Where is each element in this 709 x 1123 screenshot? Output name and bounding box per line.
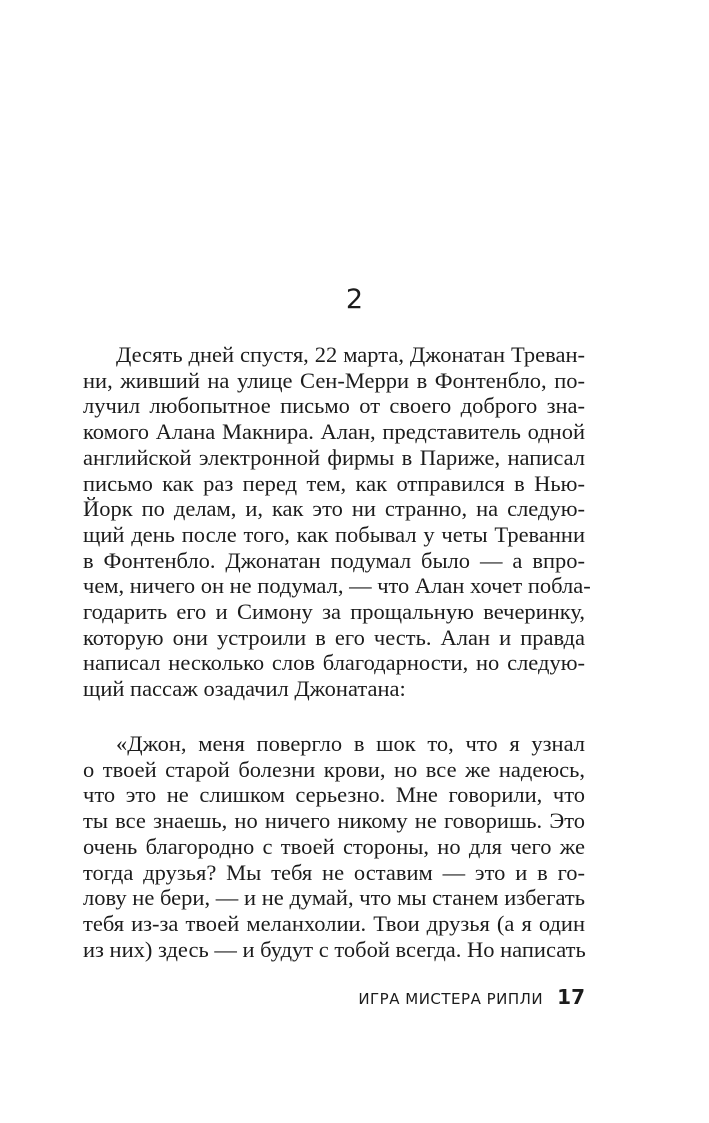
text-line: написал несколько слов благодарности, но следую- bbox=[83, 650, 585, 676]
text-line: что это не слишком серьезно. Мне говорили, что bbox=[83, 782, 585, 808]
text-line: щий пассаж озадачил Джонатана: bbox=[83, 676, 406, 702]
text-line: из них) здесь — и будут с тобой всегда. Но написать bbox=[83, 936, 586, 962]
text-line: Йорк по делам, и, как это ни странно, на следую- bbox=[83, 496, 585, 522]
text-line: ни, живший на улице Сен-Мерри в Фонтенбло, по- bbox=[83, 367, 585, 393]
book-title: ИГРА МИСТЕРА РИПЛИ bbox=[358, 990, 544, 1008]
text-line: очень благородно с твоей стороны, но для чего же bbox=[83, 833, 585, 859]
text-line: Десять дней спустя, 22 марта, Джонатан Треван- bbox=[116, 342, 585, 367]
text-line: в Фонтенбло. Джонатан подумал было — а впро- bbox=[83, 547, 585, 573]
paragraph-2-letter-quote bbox=[83, 731, 585, 962]
text-line: комого Алана Макнира. Алан, представитель одной bbox=[83, 419, 585, 445]
text-line: письмо как раз перед тем, как отправился в Нью- bbox=[83, 470, 585, 496]
paragraph-1 bbox=[83, 342, 591, 702]
running-footer bbox=[358, 985, 585, 1009]
text-line: щий день после того, как побывал у четы Треванни bbox=[83, 521, 585, 547]
text-line: тебя из-за твоей меланхолии. Твои друзья (а я один bbox=[83, 910, 585, 936]
text-line: ты все знаешь, но ничего никому не говоришь. Это bbox=[83, 808, 585, 834]
text-line: лову не бери, — и не думай, что мы станем избегать bbox=[83, 885, 585, 911]
text-line: лучил любопытное письмо от своего доброго зна- bbox=[83, 393, 585, 419]
text-line: о твоей старой болезни крови, но все же надеюсь, bbox=[83, 756, 585, 782]
page-number: 17 bbox=[557, 985, 585, 1009]
text-line: тогда друзья? Мы тебя не оставим — это и в го- bbox=[83, 859, 585, 885]
text-line: которую они устроили в его честь. Алан и правда bbox=[83, 624, 585, 650]
text-line: чем, ничего он не подумал, — что Алан хочет побла- bbox=[83, 573, 591, 599]
text-line: «Джон, меня повергло в шок то, что я узнал bbox=[116, 731, 585, 756]
chapter-number: 2 bbox=[345, 284, 364, 315]
text-line: английской электронной фирмы в Париже, написал bbox=[83, 444, 585, 470]
text-line: годарить его и Симону за прощальную вечеринку, bbox=[83, 599, 585, 625]
